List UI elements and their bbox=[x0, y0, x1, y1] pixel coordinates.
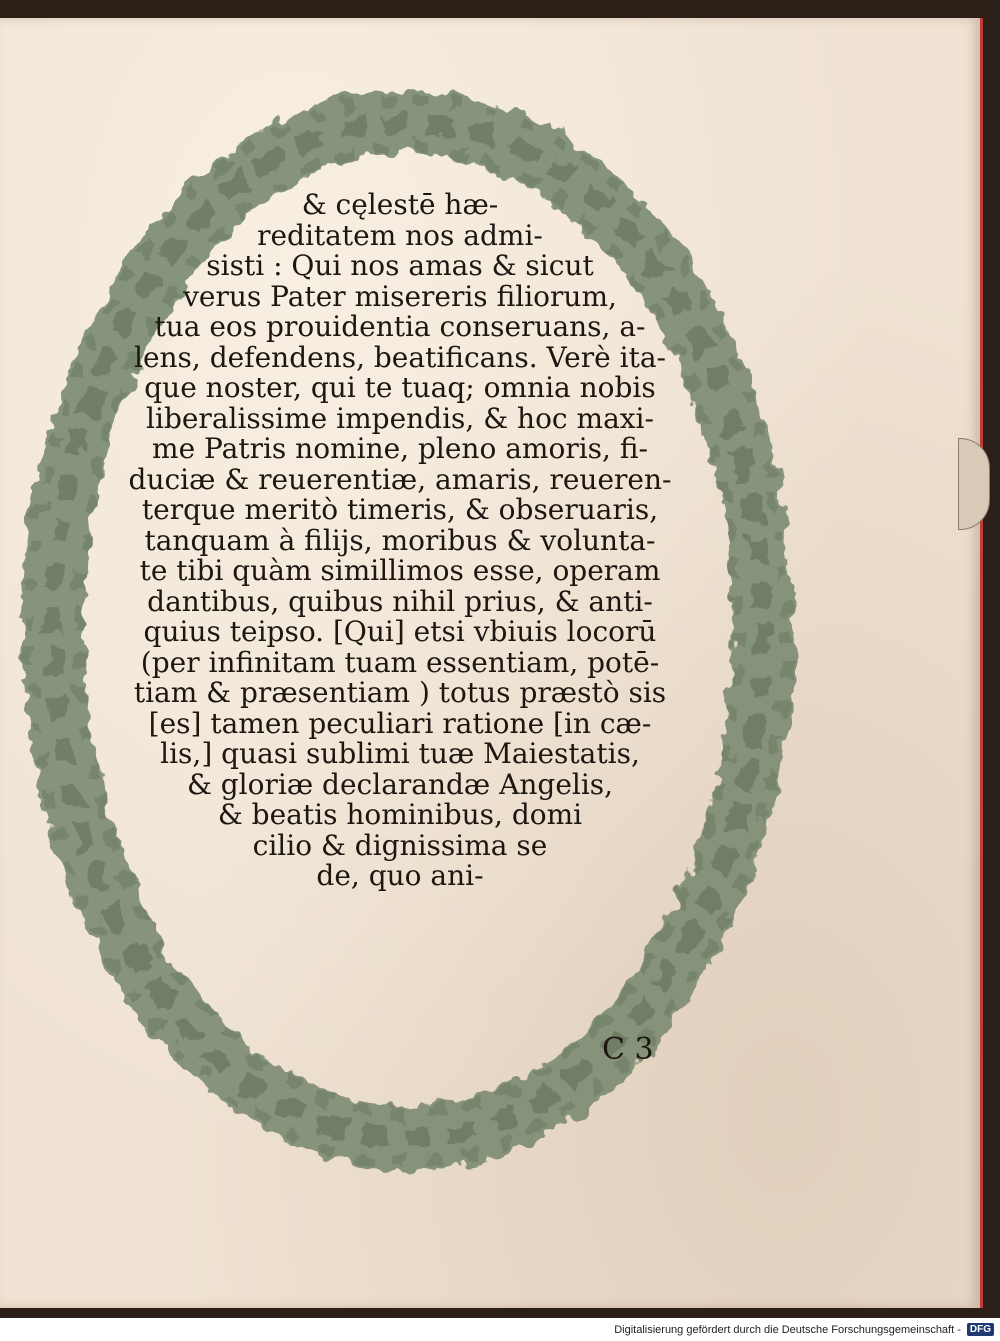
footer-credit-text: Digitalisierung gefördert durch die Deutsche Forschungsgemeinschaft - bbox=[614, 1323, 961, 1336]
text-line: terque meritò timeris, & obseruaris, bbox=[141, 493, 659, 526]
text-line: reditatem nos admi- bbox=[257, 218, 543, 252]
text-line: sisti : Qui nos amas & sicut bbox=[206, 249, 594, 282]
latin-text-body bbox=[100, 190, 700, 892]
dfg-logo-icon: DFG bbox=[967, 1323, 994, 1336]
text-line: liberalissime impendis, & hoc maxi- bbox=[146, 401, 654, 435]
text-line: (per infinitam tuam essentiam, potē- bbox=[140, 645, 660, 679]
text-line: & gloriæ declarandæ Angelis, bbox=[186, 767, 614, 801]
text-line: quius teipso. [Qui] etsi vbiuis locorū bbox=[143, 615, 657, 648]
digitization-footer bbox=[0, 1318, 1000, 1341]
text-line: me Patris nomine, pleno amoris, fi- bbox=[152, 432, 648, 465]
text-line: duciæ & reuerentiæ, amaris, reueren- bbox=[128, 462, 672, 496]
text-line: dantibus, quibus nihil prius, & anti- bbox=[147, 584, 653, 618]
signature-mark: C 3 bbox=[602, 1032, 654, 1067]
text-line: que noster, qui te tuaq; omnia nobis bbox=[144, 371, 656, 404]
text-line: tiam & præsentiam ) totus præstò sis bbox=[133, 676, 667, 709]
text-line: verus Pater misereris filiorum, bbox=[183, 279, 617, 313]
text-line: te tibi quàm simillimos esse, operam bbox=[139, 554, 661, 587]
text-line: de, quo ani- bbox=[316, 859, 484, 892]
text-line: & beatis hominibus, domi bbox=[217, 798, 583, 831]
text-line: & cęlestē hæ- bbox=[301, 188, 499, 221]
text-line: lens, defendens, beatificans. Verè ita- bbox=[134, 340, 666, 374]
text-line: tanquam à filijs, moribus & volunta- bbox=[144, 523, 656, 557]
text-line: cilio & dignissima se bbox=[252, 828, 548, 862]
text-line: [es] tamen peculiari ratione [in cæ- bbox=[148, 706, 652, 740]
text-line: lis,] quasi sublimi tuæ Maiestatis, bbox=[160, 737, 640, 770]
text-line: tua eos prouidentia conseruans, a- bbox=[154, 310, 646, 343]
